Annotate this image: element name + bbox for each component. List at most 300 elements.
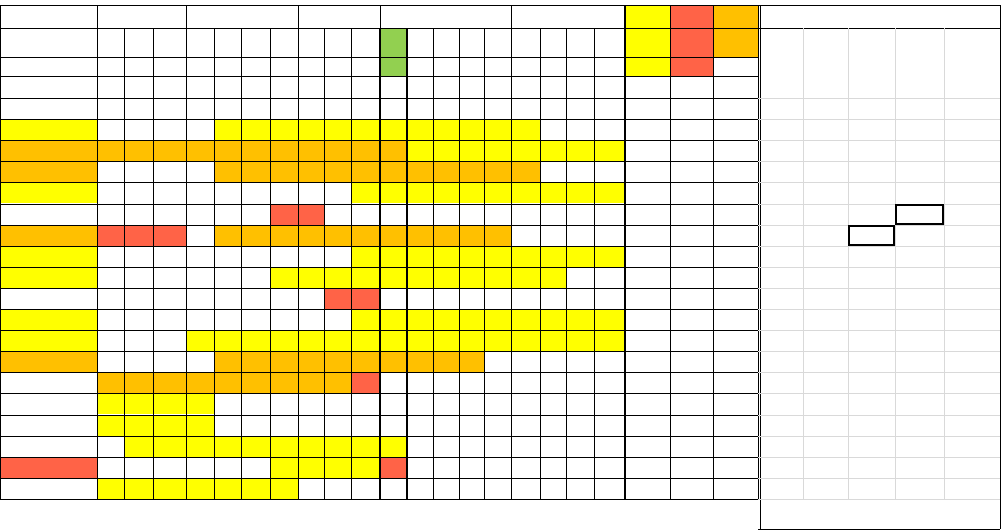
match-cell [380,246,406,267]
match-cell [540,98,566,119]
left-border [0,5,1,499]
match-cell [433,161,459,182]
match-cell [406,330,433,351]
match-cell [484,225,511,246]
match-cell [97,415,124,436]
player-name [0,161,97,182]
match-cell [298,478,324,499]
light-grid-line [758,351,1000,352]
match-cell [433,415,459,436]
match-cell [186,372,214,393]
match-cell [511,225,540,246]
match-cell [484,246,511,267]
card-mark [214,225,241,246]
challenge-value [848,246,895,267]
player-susp-days [713,309,758,330]
player-name [0,98,97,119]
month-header [298,5,380,28]
match-cell [594,372,624,393]
match-cell [324,478,351,499]
challenge-value [758,288,803,309]
opponent-label [540,57,566,76]
match-cell [124,246,153,267]
match-cell [270,119,298,140]
match-cell [153,436,186,457]
match-cell [241,246,270,267]
player-red-total [670,393,713,414]
match-cell [540,309,566,330]
challenge-value [803,98,848,119]
match-cell [153,182,186,203]
challenge-value [758,119,803,140]
match-cell [186,393,214,414]
challenge-value [944,246,1000,267]
match-cell [594,267,624,288]
match-cell [186,182,214,203]
match-cell [540,351,566,372]
card-mark [214,119,241,140]
match-cell [433,457,459,478]
match-cell [351,351,380,372]
grid-line [0,499,758,500]
match-cell [298,457,324,478]
challenge-value [848,478,895,499]
match-cell [566,161,594,182]
match-cell [406,309,433,330]
player-susp-days [713,140,758,161]
match-cell [540,267,566,288]
challenge-value [848,288,895,309]
match-cell [594,436,624,457]
match-cell [324,161,351,182]
match-cell [97,204,124,225]
match-cell [433,246,459,267]
match-cell [351,119,380,140]
match-cell [270,246,298,267]
match-cell [594,351,624,372]
match-cell [459,372,484,393]
match-cell [324,119,351,140]
match-cell [511,457,540,478]
light-grid-line [758,119,1000,120]
challenge-value [895,457,944,478]
card-mark [186,351,214,372]
player-yellow-total [624,204,670,225]
challenge-value [848,161,895,182]
challenge-value [758,478,803,499]
match-cell [153,204,186,225]
grid-line [379,28,380,499]
challenge-value [848,309,895,330]
challenge-value [944,372,1000,393]
opponent-label [241,57,270,76]
month-header [380,5,511,28]
challenge-value [848,457,895,478]
match-cell [153,267,186,288]
match-cell [540,436,566,457]
match-cell [433,204,459,225]
match-cell [566,309,594,330]
match-cell [484,204,511,225]
match-cell [124,161,153,182]
card-mark [241,267,270,288]
challenge-value [895,161,944,182]
match-cell [594,330,624,351]
match-cell [97,478,124,499]
match-cell [433,288,459,309]
match-cell [270,309,298,330]
grid-line [670,5,671,499]
grid-line [594,28,595,499]
match-cell [406,204,433,225]
match-cell [124,330,153,351]
match-cell [351,415,380,436]
challenge-value [803,457,848,478]
match-cell [433,140,459,161]
challenge-value [848,182,895,203]
month-header [511,5,624,28]
match-cell [459,267,484,288]
opponent-label [566,57,594,76]
opponent-label [459,57,484,76]
total-red-count [670,57,713,76]
match-cell [484,351,511,372]
match-cell [351,393,380,414]
match-cell [484,457,511,478]
match-cell [214,267,241,288]
match-cell [186,330,214,351]
match-cell [566,457,594,478]
match-cell [459,330,484,351]
match-cell [97,140,124,161]
match-cell [380,98,406,119]
match-cell [124,478,153,499]
player-red-total [670,436,713,457]
player-yellow-total [624,372,670,393]
match-cell [153,415,186,436]
match-cell [540,457,566,478]
match-cell [511,140,540,161]
match-cell [186,119,214,140]
match-cell [540,246,566,267]
match-cell [484,415,511,436]
opponent-label [511,57,540,76]
match-cell [459,457,484,478]
match-cell [298,415,324,436]
player-name [0,309,97,330]
card-mark [351,288,380,309]
match-cell [566,140,594,161]
match-cell [406,225,433,246]
challenge-value [895,330,944,351]
match-cell [380,225,406,246]
match-cell [270,182,298,203]
grid-line [270,28,271,499]
match-cell [484,478,511,499]
match-cell [566,478,594,499]
match-cell [97,98,124,119]
match-cell [459,140,484,161]
round-number [380,28,406,57]
challenge-header [895,28,944,57]
challenge-value [758,182,803,203]
player-susp-days [713,182,758,203]
player-yellow-total [624,330,670,351]
grid-line [459,28,460,499]
card-mark [186,161,214,182]
challenge-value [803,267,848,288]
round-number [540,28,566,57]
grid-line [511,5,512,499]
grid-line [97,5,98,499]
opponent-label [97,57,124,76]
challenge-value [895,415,944,436]
match-cell [433,119,459,140]
match-cell [153,393,186,414]
match-cell [351,225,380,246]
challenge-value [895,225,944,246]
season-label [4,5,95,28]
match-cell [484,372,511,393]
match-cell [484,267,511,288]
total-yellow-count [624,57,670,76]
challenge-value [758,330,803,351]
match-cell [540,204,566,225]
player-red-total [670,246,713,267]
match-cell [459,246,484,267]
match-cell [406,436,433,457]
card-mark [351,457,380,478]
grid-line [433,28,434,499]
match-cell [298,161,324,182]
player-red-total [670,161,713,182]
opponent-label [153,57,186,76]
grid-line [625,5,626,499]
player-yellow-total [624,415,670,436]
player-susp-days [713,161,758,182]
light-grid-line [758,161,1000,162]
match-cell [594,204,624,225]
challenge-value [803,309,848,330]
match-cell [214,351,241,372]
match-cell [186,98,214,119]
challenge-value [803,330,848,351]
match-cell [241,351,270,372]
challenge-value [944,288,1000,309]
match-cell [484,161,511,182]
match-cell [484,119,511,140]
challenge-value [848,267,895,288]
player-susp-days [713,372,758,393]
match-cell [380,351,406,372]
card-mark [380,457,406,478]
match-cell [97,288,124,309]
challenge-value [758,246,803,267]
round-number [433,28,459,57]
match-cell [406,119,433,140]
month-header [97,5,186,28]
match-cell [433,330,459,351]
challenge-value [848,98,895,119]
challenge-value [944,225,1000,246]
match-cell [97,457,124,478]
match-cell [459,415,484,436]
challenge-value [848,372,895,393]
challenge-value [944,119,1000,140]
challenge-value [944,457,1000,478]
match-cell [380,140,406,161]
match-cell [270,161,298,182]
match-cell [124,204,153,225]
challenge-value [758,267,803,288]
player-yellow-total [624,436,670,457]
match-cell [351,182,380,203]
match-cell [511,119,540,140]
match-cell [214,288,241,309]
match-cell [124,372,153,393]
challenge-value [895,351,944,372]
challenge-value [758,415,803,436]
match-cell [241,98,270,119]
opponent-label [484,57,511,76]
player-yellow-total [624,161,670,182]
match-cell [351,161,380,182]
match-cell [124,140,153,161]
player-name [0,436,97,457]
match-cell [186,225,214,246]
challenge-value [895,267,944,288]
grid-line [153,28,154,499]
match-cell [186,140,214,161]
match-cell [406,98,433,119]
match-cell [186,288,214,309]
match-cell [566,436,594,457]
match-cell [270,478,298,499]
player-yellow-total [624,98,670,119]
round-number [97,28,124,57]
header-top-border [0,5,758,6]
challenge-value [803,415,848,436]
challenge-value [848,415,895,436]
player-name [0,119,97,140]
light-grid-line [758,415,1000,416]
match-cell [484,182,511,203]
match-cell [566,267,594,288]
match-cell [298,393,324,414]
challenge-value [758,98,803,119]
light-grid-line [758,140,1000,141]
player-susp-days [713,330,758,351]
match-cell [594,457,624,478]
round-number [484,28,511,57]
player-red-total [670,457,713,478]
match-cell [380,309,406,330]
player-yellow-total [624,267,670,288]
match-cell [97,182,124,203]
match-cell [459,393,484,414]
match-cell [594,161,624,182]
player-red-total [670,225,713,246]
footnote [798,511,928,527]
match-cell [459,204,484,225]
match-cell [459,288,484,309]
total-yellow-header [625,7,669,57]
challenge-value [848,119,895,140]
match-cell [153,288,186,309]
player-name [0,351,97,372]
round-number [270,28,298,57]
match-cell [594,393,624,414]
match-cell [214,140,241,161]
light-grid-line [758,372,1000,373]
player-yellow-total [624,309,670,330]
right-border [1000,5,1001,529]
card-mark [324,288,351,309]
match-cell [97,393,124,414]
light-grid-line [758,436,1000,437]
challenge-value [758,309,803,330]
match-cell [124,182,153,203]
match-cell [566,393,594,414]
challenge-value [944,267,1000,288]
light-grid-line [758,457,1000,458]
grid-line [124,28,125,499]
challenge-value [895,372,944,393]
match-cell [459,161,484,182]
match-cell [186,267,214,288]
match-cell [186,415,214,436]
match-cell [124,415,153,436]
player-susp-days [713,225,758,246]
player-susp-days [713,267,758,288]
challenge-value [803,351,848,372]
grid-line [186,5,187,499]
match-cell [241,478,270,499]
player-yellow-total [624,140,670,161]
match-cell [153,246,186,267]
player-name [0,393,97,414]
light-grid-line [758,204,1000,205]
opponent-label [433,57,459,76]
challenge-value [758,204,803,225]
player-red-total [670,330,713,351]
grid-line [324,28,325,499]
match-cell [270,372,298,393]
player-name [0,415,97,436]
match-cell [97,309,124,330]
card-mark [324,182,351,203]
player-red-total [670,204,713,225]
match-cell [214,436,241,457]
challenge-value [895,182,944,203]
challenge-value [944,182,1000,203]
match-cell [351,246,380,267]
match-cell [484,330,511,351]
round-number [214,28,241,57]
match-cell [153,161,186,182]
player-yellow-total [624,393,670,414]
player-red-total [670,98,713,119]
card-mark [324,246,351,267]
grid-line [484,28,485,499]
match-cell [511,267,540,288]
grid-line [566,28,567,499]
card-mark [241,225,270,246]
challenge-value [803,140,848,161]
match-cell [270,436,298,457]
match-cell [406,182,433,203]
grid-line [214,28,215,499]
